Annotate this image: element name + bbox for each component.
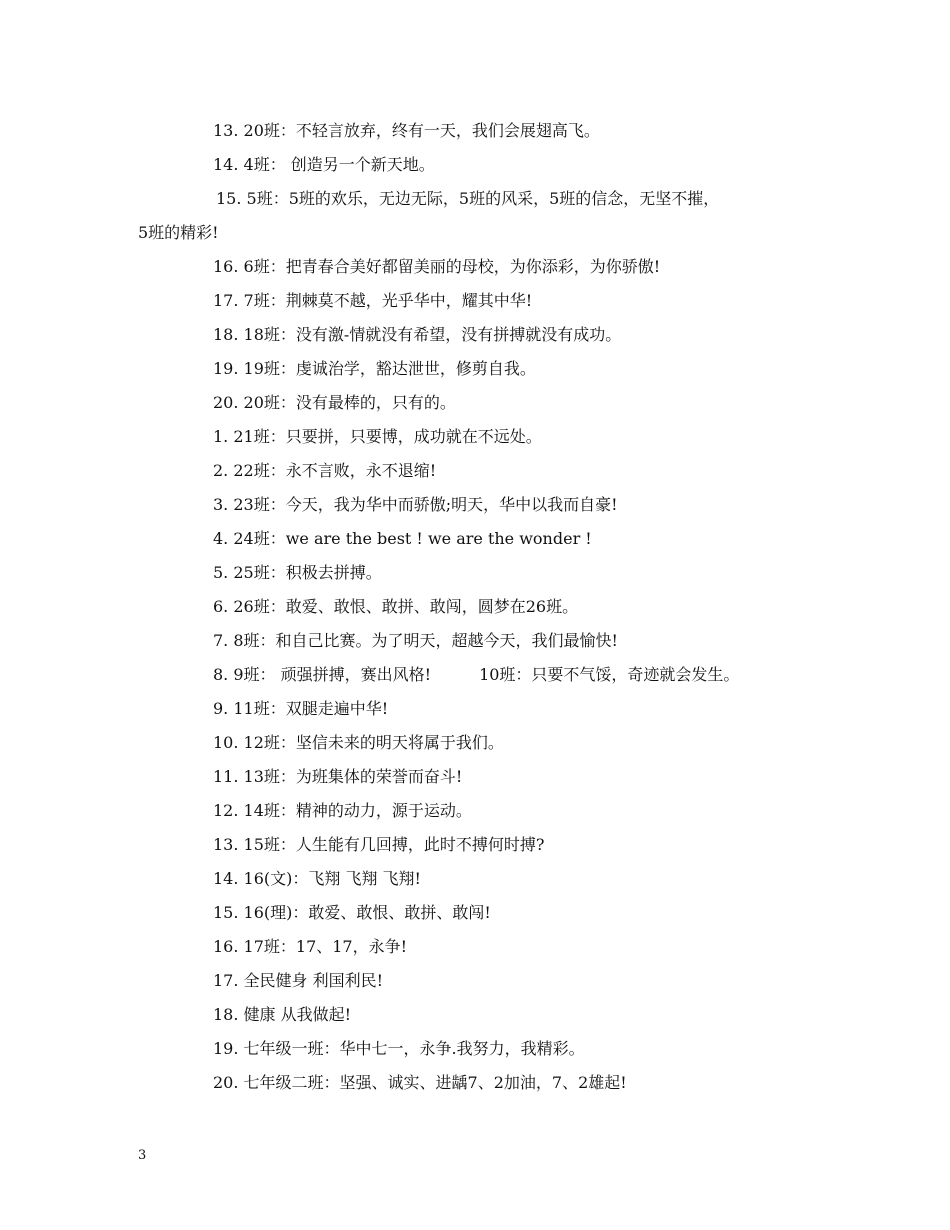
list-item <box>0 560 950 594</box>
list-item-text: 9. 11班：双腿走遍中华! <box>213 699 389 718</box>
list-item <box>0 832 950 866</box>
list-item <box>0 662 950 696</box>
list-item-text: 2. 22班：永不言败，永不退缩! <box>213 461 437 480</box>
list-item-text: 7. 8班：和自己比赛。为了明天，超越今天，我们最愉快! <box>213 631 618 650</box>
list-item <box>0 152 950 186</box>
list-item-text: 20. 七年级二班：坚强、诚实、进龋7、2加油，7、2雄起! <box>213 1073 627 1092</box>
list-item <box>0 118 950 152</box>
list-item <box>0 968 950 1002</box>
list-item-text: 10. 12班：坚信未来的明天将属于我们。 <box>213 733 504 752</box>
list-item-text: 16. 17班：17、17，永争! <box>213 937 408 956</box>
list-item-text: 16. 6班：把青春合美好都留美丽的母校，为你添彩，为你骄傲! <box>213 257 661 276</box>
list-item-text: 14. 4班： 创造另一个新天地。 <box>213 155 435 174</box>
list-item <box>0 322 950 356</box>
list-item-text: 18. 健康 从我做起! <box>213 1005 352 1024</box>
list-item-text: 6. 26班：敢爱、敢恨、敢拼、敢闯，圆梦在26班。 <box>213 597 579 616</box>
list-item <box>0 900 950 934</box>
list-item-text: 17. 7班：荆棘莫不越，光乎华中，耀其中华! <box>213 291 533 310</box>
list-item <box>0 1070 950 1104</box>
list-item-text: 12. 14班：精神的动力，源于运动。 <box>213 801 472 820</box>
list-item-text: 19. 19班：虔诚治学，豁达泄世，修剪自我。 <box>213 359 536 378</box>
list-item <box>0 288 950 322</box>
list-item-continuation <box>0 220 950 254</box>
list-item <box>0 424 950 458</box>
list-item <box>0 492 950 526</box>
list-item-text: 20. 20班：没有最棒的，只有的。 <box>213 393 456 412</box>
list-item <box>0 356 950 390</box>
list-item-text: 13. 15班：人生能有几回搏，此时不搏何时搏? <box>213 835 545 854</box>
list-item-text: 11. 13班：为班集体的荣誉而奋斗! <box>213 767 463 786</box>
list-item <box>0 1002 950 1036</box>
list-item-text: 8. 9班： 顽强拼搏，赛出风格! <box>213 665 432 684</box>
list-item <box>0 458 950 492</box>
list-item <box>0 730 950 764</box>
list-item <box>0 696 950 730</box>
list-item-text: 1. 21班：只要拼，只要博，成功就在不远处。 <box>213 427 542 446</box>
list-item <box>0 186 950 220</box>
list-item-text: 5. 25班：积极去拼搏。 <box>213 563 382 582</box>
list-item-text: 14. 16(文)：飞翔 飞翔 飞翔! <box>213 869 421 888</box>
list-item <box>0 866 950 900</box>
list-item <box>0 594 950 628</box>
list-item-text: 10班：只要不气馁，奇迹就会发生。 <box>479 665 740 684</box>
list-item-text: 13. 20班：不轻言放弃，终有一天，我们会展翅高飞。 <box>213 121 600 140</box>
list-item-text: 3. 23班：今天，我为华中而骄傲;明天，华中以我而自豪! <box>213 495 618 514</box>
list-item <box>0 628 950 662</box>
list-item <box>0 764 950 798</box>
slogan-list <box>0 118 950 1104</box>
list-item <box>0 1036 950 1070</box>
list-item-text: 15. 5班：5班的欢乐，无边无际，5班的风采，5班的信念，无坚不摧， <box>216 189 720 208</box>
list-item-text: 19. 七年级一班：华中七一，永争.我努力，我精彩。 <box>213 1039 585 1058</box>
list-item-text: 15. 16(理)：敢爱、敢恨、敢拼、敢闯! <box>213 903 491 922</box>
page-number: 3 <box>138 1148 147 1163</box>
list-item-text: 17. 全民健身 利国利民! <box>213 971 384 990</box>
list-item-text: 4. 24班：we are the best ! we are the wonder ! <box>213 529 592 548</box>
list-item <box>0 254 950 288</box>
list-item <box>0 526 950 560</box>
list-item-text: 5班的精彩! <box>138 223 219 242</box>
list-item <box>0 934 950 968</box>
list-item <box>0 798 950 832</box>
list-item-text: 18. 18班：没有激-情就没有希望，没有拼搏就没有成功。 <box>213 325 622 344</box>
list-item <box>0 390 950 424</box>
